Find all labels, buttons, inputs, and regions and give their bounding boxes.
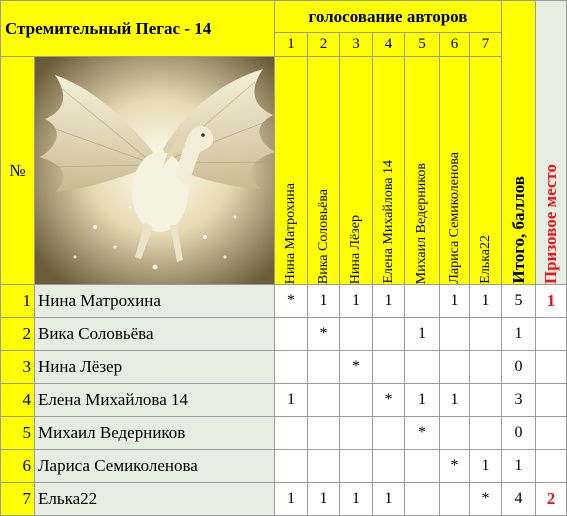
author-column-number: 6 (440, 33, 470, 57)
prize-cell: 1 (536, 285, 567, 318)
prize-cell (536, 384, 567, 417)
vote-cell: 1 (470, 285, 502, 318)
vote-cell: * (340, 351, 373, 384)
total-cell: 0 (502, 417, 536, 450)
vote-cell: * (405, 417, 440, 450)
row-index: 7 (0, 483, 35, 516)
author-column-number: 3 (340, 33, 373, 57)
author-column-number: 4 (373, 33, 405, 57)
vote-cell (340, 318, 373, 351)
vote-cell: 1 (440, 384, 470, 417)
author-column-name-label: Елька22 (477, 235, 493, 284)
vote-cell: * (470, 483, 502, 516)
vote-cell: 1 (470, 450, 502, 483)
row-index: 3 (0, 351, 35, 384)
vote-cell (373, 450, 405, 483)
vote-cell (275, 417, 308, 450)
vote-cell (470, 384, 502, 417)
vote-cell (340, 417, 373, 450)
row-index: 6 (0, 450, 35, 483)
pegasus-illustration (35, 57, 275, 285)
author-column-number: 5 (405, 33, 440, 57)
total-cell: 3 (502, 384, 536, 417)
vote-cell: * (308, 318, 340, 351)
row-index: 4 (0, 384, 35, 417)
vote-cell (470, 318, 502, 351)
vote-cell (308, 450, 340, 483)
vote-cell (405, 483, 440, 516)
row-author-name: Елька22 (35, 483, 275, 516)
total-cell: 4 (502, 483, 536, 516)
vote-cell (440, 417, 470, 450)
author-column-name (340, 57, 373, 285)
total-cell: 1 (502, 318, 536, 351)
prize-cell (536, 450, 567, 483)
vote-cell (373, 417, 405, 450)
row-author-name: Михаил Ведерников (35, 417, 275, 450)
author-column-name-label: Лариса Семиколенова (446, 152, 462, 284)
vote-cell: * (275, 285, 308, 318)
vote-cell: 1 (340, 483, 373, 516)
vote-cell: 1 (440, 285, 470, 318)
author-column-name (373, 57, 405, 285)
prize-cell (536, 318, 567, 351)
author-column-number: 1 (275, 33, 308, 57)
prize-cell (536, 351, 567, 384)
vote-cell: 1 (373, 285, 405, 318)
total-header-label: Итого, баллов (508, 176, 528, 284)
pegasus-image (35, 57, 275, 285)
author-column-name-label: Елена Михайлова 14 (380, 160, 396, 284)
vote-cell (340, 450, 373, 483)
row-author-name: Лариса Семиколенова (35, 450, 275, 483)
vote-cell (275, 450, 308, 483)
author-column-name-label: Нина Матрохина (283, 182, 298, 284)
author-column-name (440, 57, 470, 285)
voting-header: голосование авторов (275, 0, 502, 33)
vote-cell (405, 351, 440, 384)
total-cell: 5 (502, 285, 536, 318)
vote-cell (440, 351, 470, 384)
vote-cell (308, 351, 340, 384)
row-author-name: Вика Соловьёва (35, 318, 275, 351)
vote-cell (373, 351, 405, 384)
author-column-name (470, 57, 502, 285)
vote-cell (340, 384, 373, 417)
vote-cell: 1 (405, 384, 440, 417)
author-column-number: 2 (308, 33, 340, 57)
row-index: 5 (0, 417, 35, 450)
author-column-name-label: Нина Лёзер (348, 214, 363, 284)
total-cell: 0 (502, 351, 536, 384)
author-column-name-label: Михаил Ведерников (414, 162, 429, 284)
vote-cell (405, 285, 440, 318)
vote-cell (440, 318, 470, 351)
vote-cell (308, 417, 340, 450)
row-author-name: Нина Лёзер (35, 351, 275, 384)
vote-cell: 1 (405, 318, 440, 351)
row-number-header: № (0, 57, 35, 285)
vote-cell (275, 351, 308, 384)
table-title: Стремительный Пегас - 14 (0, 0, 275, 57)
total-header (502, 0, 536, 285)
vote-cell (470, 417, 502, 450)
vote-cell: * (373, 384, 405, 417)
row-author-name: Елена Михайлова 14 (35, 384, 275, 417)
vote-cell (405, 450, 440, 483)
vote-cell: 1 (308, 483, 340, 516)
vote-cell: 1 (340, 285, 373, 318)
vote-cell (470, 351, 502, 384)
author-column-name-label: Вика Соловьёва (315, 188, 331, 284)
vote-cell: 1 (308, 285, 340, 318)
vote-cell (440, 483, 470, 516)
total-cell: 1 (502, 450, 536, 483)
vote-cell: * (440, 450, 470, 483)
author-column-number: 7 (470, 33, 502, 57)
vote-cell: 1 (275, 384, 308, 417)
prize-cell: 2 (536, 483, 567, 516)
vote-cell (308, 384, 340, 417)
row-author-name: Нина Матрохина (35, 285, 275, 318)
vote-cell (275, 318, 308, 351)
author-column-name (308, 57, 340, 285)
row-index: 2 (0, 318, 35, 351)
prize-header (536, 0, 567, 285)
vote-cell: 1 (275, 483, 308, 516)
author-column-name (405, 57, 440, 285)
prize-cell (536, 417, 567, 450)
prize-header-label: Призовое место (541, 163, 560, 284)
vote-cell (373, 318, 405, 351)
vote-cell: 1 (373, 483, 405, 516)
row-index: 1 (0, 285, 35, 318)
author-column-name (275, 57, 308, 285)
